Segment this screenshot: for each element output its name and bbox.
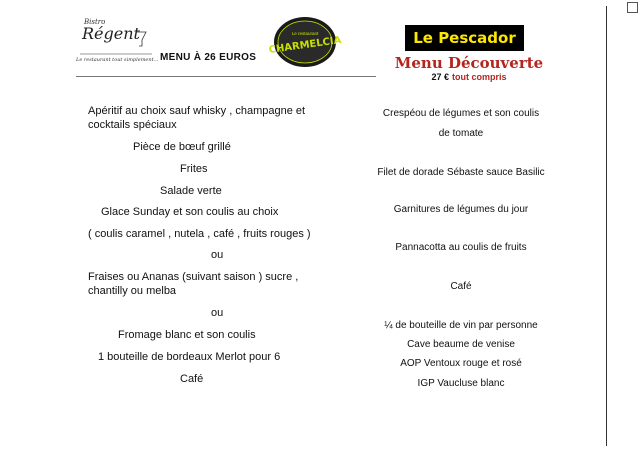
left-item-boeuf: Pièce de bœuf grillé — [133, 141, 231, 153]
left-item-salade: Salade verte — [160, 185, 222, 197]
right-item-crespeou-cont: de tomate — [438, 128, 484, 139]
regent-logo-tagline: Le restaurant tout simplement... — [76, 57, 159, 63]
right-item-pannacotta: Pannacotta au coulis de fruits — [395, 242, 527, 253]
left-item-coulis: ( coulis caramel , nutela , café , fruits rouges ) — [88, 228, 311, 240]
left-item-fromage: Fromage blanc et son coulis — [118, 329, 256, 341]
menu-decouverte-price — [380, 72, 558, 82]
regent-logo-bistro: Bistro — [84, 18, 106, 26]
right-item-dorade: Filet de dorade Sébaste sauce Basilic — [377, 167, 545, 178]
left-header-rule — [76, 76, 376, 77]
left-item-glace: Glace Sunday et son coulis au choix — [101, 206, 279, 218]
right-item-crespeou: Crespéou de légumes et son coulis — [382, 108, 540, 119]
left-menu-title: MENU À 26 EUROS — [160, 52, 257, 63]
margin-marker-icon — [627, 2, 638, 13]
price-note: tout compris — [452, 72, 507, 82]
left-item-cafe: Café — [180, 373, 204, 385]
left-item-ou-1: ou — [211, 249, 224, 261]
left-item-fraises: Fraises ou Ananas (suivant saison ) sucre , — [88, 271, 299, 283]
left-item-frites: Frites — [180, 163, 208, 175]
right-item-vin: ¼ de bouteille de vin par personne — [384, 320, 538, 331]
left-item-ou-2: ou — [211, 307, 224, 319]
right-item-cafe: Café — [450, 281, 472, 292]
right-item-vaucluse: IGP Vaucluse blanc — [417, 378, 505, 389]
charmelcia-logo-name: CHARMELCIA — [268, 34, 343, 57]
charmelcia-logo — [268, 15, 343, 69]
left-item-bouteille: 1 bouteille de bordeaux Merlot pour 6 — [98, 351, 281, 363]
regent-logo — [76, 16, 159, 70]
left-item-aperitif-cont: cocktails spéciaux — [88, 119, 177, 131]
menu-decouverte-title: Menu Découverte — [394, 54, 544, 72]
page-margin-line — [606, 6, 607, 446]
left-header — [76, 12, 376, 74]
right-item-garnitures: Garnitures de légumes du jour — [393, 204, 529, 215]
right-item-beaume: Cave beaume de venise — [407, 339, 515, 350]
regent-logo-name: Régent — [82, 24, 140, 43]
right-item-ventoux: AOP Ventoux rouge et rosé — [400, 358, 522, 369]
charmelcia-logo-top: Le restaurant — [291, 31, 319, 36]
pescador-name: Le Pescador — [413, 29, 516, 47]
left-item-fraises-cont: chantilly ou melba — [88, 285, 177, 297]
left-item-aperitif: Apéritif au choix sauf whisky , champagne et — [88, 105, 306, 117]
price-value: 27 € — [431, 72, 449, 82]
pescador-logo — [405, 25, 524, 51]
